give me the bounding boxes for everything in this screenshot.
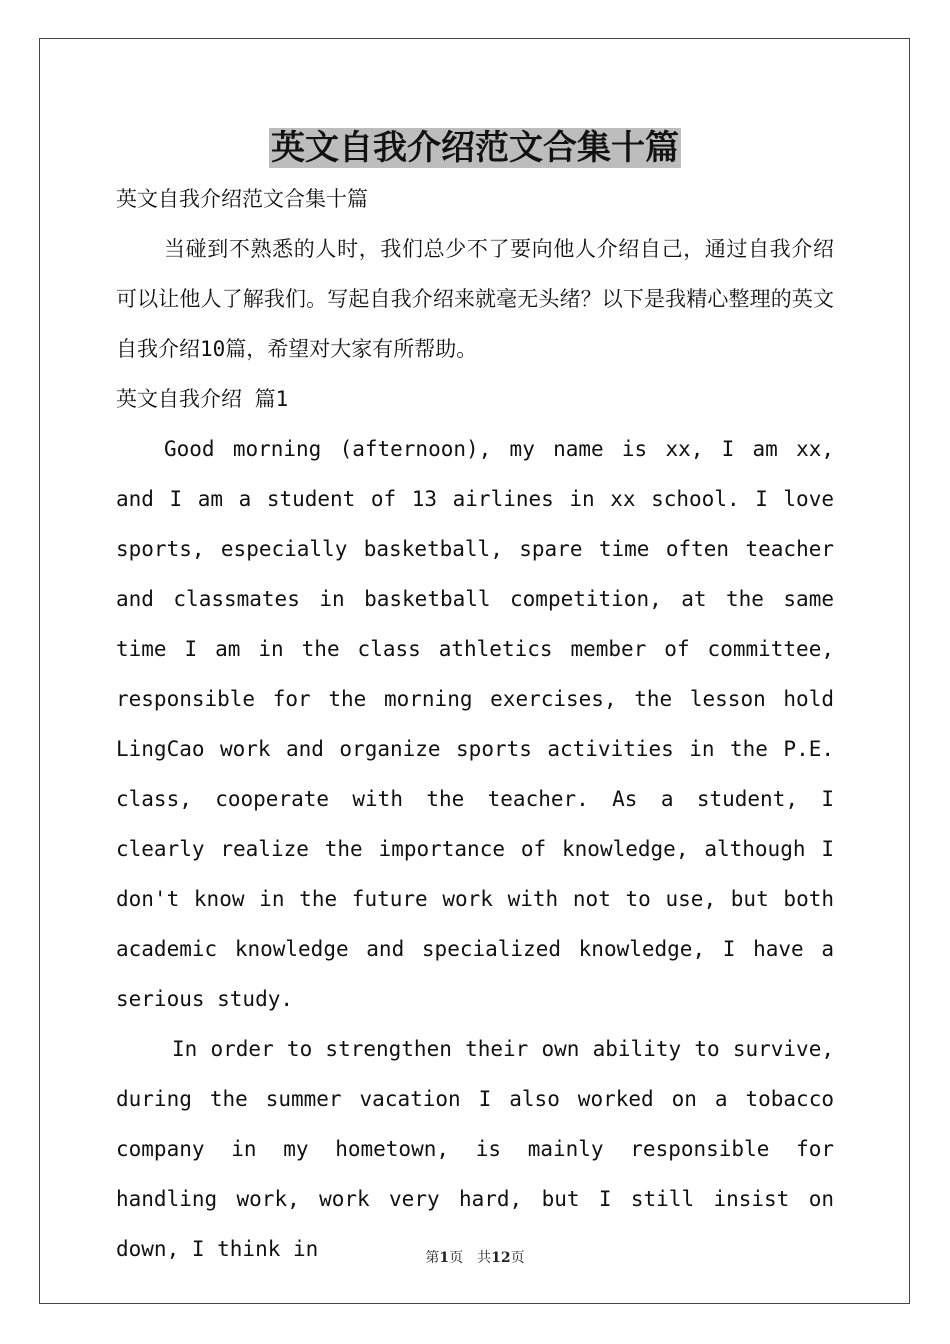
footer-total-prefix: 共 bbox=[477, 1250, 492, 1266]
document-subtitle: 英文自我介绍范文合集十篇 bbox=[116, 187, 368, 211]
section-heading: 英文自我介绍 篇1 bbox=[116, 387, 289, 411]
page-footer bbox=[0, 1247, 950, 1267]
footer-page-total: 12 bbox=[491, 1250, 511, 1266]
document-body bbox=[116, 174, 834, 1274]
footer-page-current: 1 bbox=[439, 1250, 450, 1266]
body-paragraph-1: Good morning (afternoon), my name is xx, I am xx, and I am a student of 13 airlines in xx school. I love sports, especially basketball, spare time often teacher and classmates in basketball competition, at the same time I am in the class athletics member of committee, responsible for the morning exercises, the lesson hold LingCao work and organize sports activities in the P.E. class, cooperate with the teacher. As a student, I clearly realize the importance of knowledge, although I don't know in the future work with not to use, but both academic knowledge and specialized knowledge, I have a serious study. bbox=[116, 437, 834, 1011]
footer-total-suffix: 页 bbox=[510, 1250, 525, 1266]
footer-page-prefix: 第 bbox=[425, 1250, 440, 1266]
document-title-text: 英文自我介绍范文合集十篇 bbox=[271, 128, 679, 168]
document-title bbox=[0, 124, 950, 172]
intro-paragraph: 当碰到不熟悉的人时，我们总少不了要向他人介绍自己，通过自我介绍可以让他人了解我们。写起自我介绍来就毫无头绪？以下是我精心整理的英文自我介绍10篇，希望对大家有所帮助。 bbox=[116, 237, 834, 361]
footer-page-mid: 页 bbox=[449, 1250, 464, 1266]
body-paragraph-2: In order to strengthen their own ability to survive, during the summer vacation I also worked on a tobacco company in my hometown, is mainly responsible for handling work, work very hard, but I still insist on down, I think in bbox=[116, 1037, 834, 1261]
